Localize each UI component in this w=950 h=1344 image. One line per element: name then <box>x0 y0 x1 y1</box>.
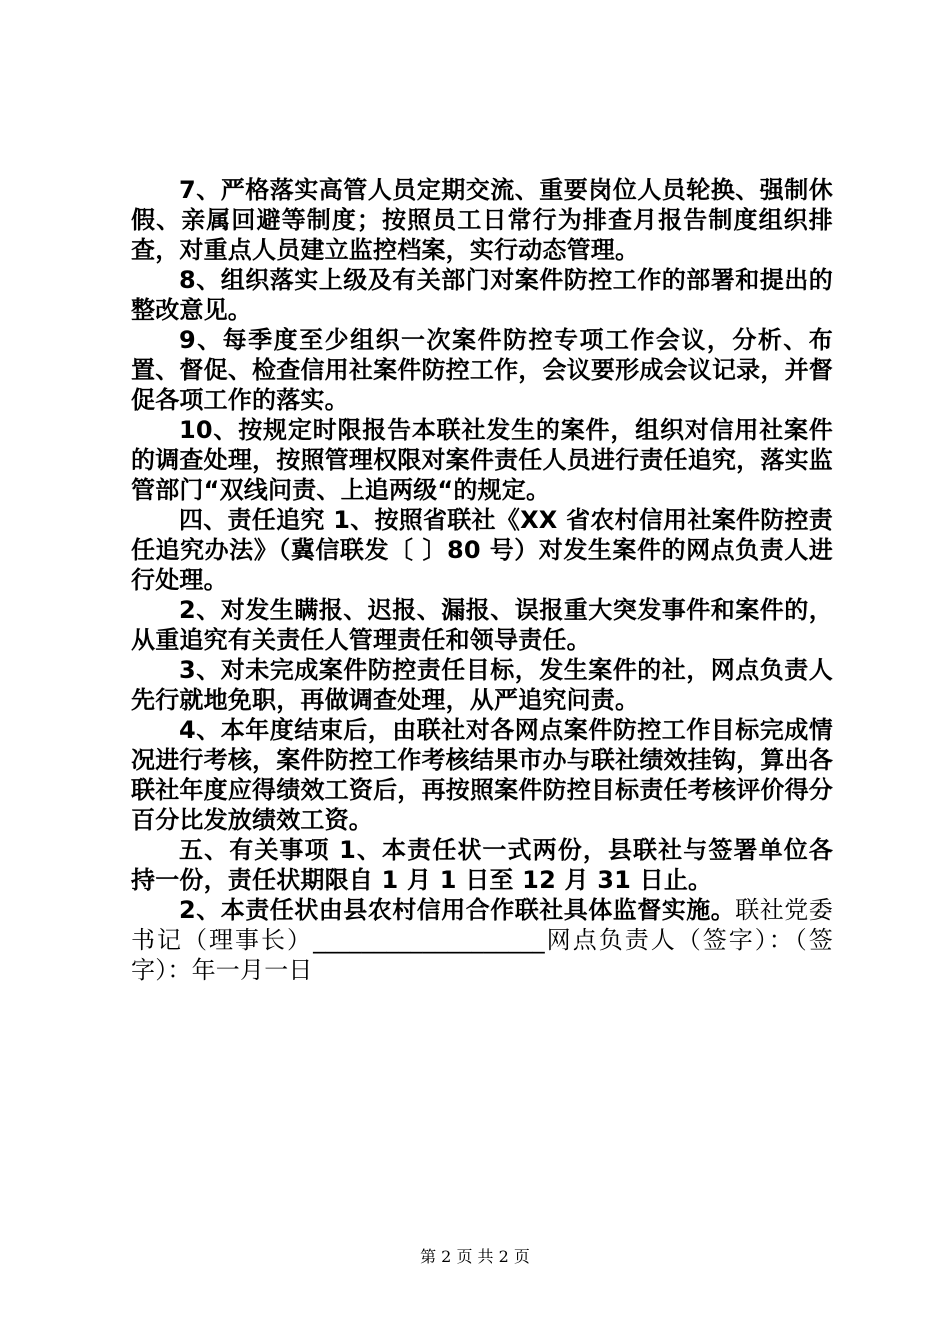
accountability-item-2: 2、对发生瞒报、迟报、漏报、误报重大突发事件和案件的，从重追究有关责任人管理责任和领导责任。 <box>131 596 833 654</box>
section-related-matters: 五、有关事项 1、本责任状一式两份，县联社与签署单位各持一份，责任状期限自 1 月 1 日至 12 月 31 日止。 <box>131 836 833 894</box>
document-body <box>131 175 833 985</box>
accountability-item-4: 4、本年度结束后，由联社对各网点案件防控工作目标完成情况进行考核，案件防控工作考核结果市办与联社绩效挂钩，算出各联社年度应得绩效工资后，再按照案件防控目标责任考核评价得分百分比发放绩效工资。 <box>131 716 833 834</box>
paragraph-item-9: 9、每季度至少组织一次案件防控专项工作会议，分析、布置、督促、检查信用社案件防控工作，会议要形成会议记录，并督促各项工作的落实。 <box>131 326 833 414</box>
paragraph-item-8: 8、组织落实上级及有关部门对案件防控工作的部署和提出的整改意见。 <box>131 266 833 324</box>
signature-line: 联社党委书记（理事长）___________________网点负责人（签字）：（签字）：年一月一日 <box>131 896 833 984</box>
signature-block <box>131 895 833 985</box>
supervision-statement: 2、本责任状由县农村信用合作联社具体监督实施。 <box>179 896 736 924</box>
paragraph-item-7: 7、严格落实高管人员定期交流、重要岗位人员轮换、强制休假、亲属回避等制度；按照员工日常行为排查月报告制度组织排查，对重点人员建立监控档案，实行动态管理。 <box>131 176 833 264</box>
accountability-item-3: 3、对未完成案件防控责任目标，发生案件的社，网点负责人先行就地免职，再做调查处理，从严追究问责。 <box>131 656 833 714</box>
section-accountability: 四、责任追究 1、按照省联社《XX 省农村信用社案件防控责任追究办法》（冀信联发〔 〕80 号）对发生案件的网点负责人进行处理。 <box>131 506 833 594</box>
paragraph-item-10: 10、按规定时限报告本联社发生的案件，组织对信用社案件的调查处理，按照管理权限对案件责任人员进行责任追究，落实监管部门“双线问责、上追两级“的规定。 <box>131 416 833 504</box>
page-footer: 第 2 页 共 2 页 <box>420 1247 530 1266</box>
